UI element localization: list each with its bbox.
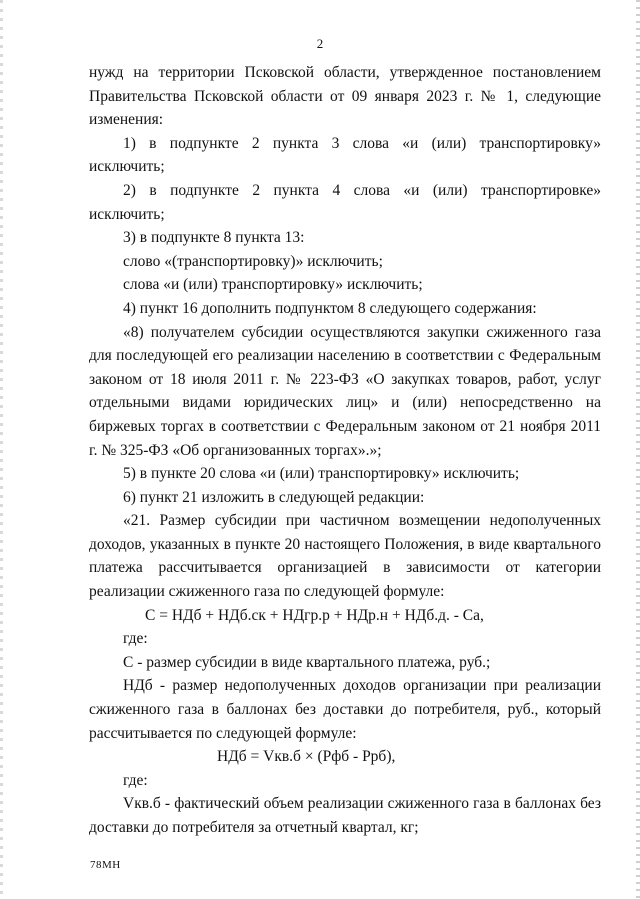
where-label: где:	[123, 771, 148, 789]
body-line: нужд на территории Псковской области, утвержденное постановлением	[89, 64, 601, 81]
definition: С - размер субсидии в виде квартального платежа, руб.;	[123, 653, 491, 671]
document-body	[89, 61, 601, 840]
body-line: изменения:	[89, 111, 164, 129]
quoted-paragraph: «8) получателем субсидии осуществляются закупки сжиженного газа для последующей его реализации населению в соответствии с Федеральным законом от 18 июля 2011 г. № 223-ФЗ «О закупках товаров, работ, услуг отдельными видами юридических лиц» и (или) непосредственно на биржевых торгах в соответствии с Федеральным законом от 21 ноября 2011 г. № 325-ФЗ «Об организованных торгах».»;	[89, 323, 601, 459]
where-label: где:	[123, 630, 148, 648]
footer-code: 78МН	[90, 859, 121, 871]
list-item: 4) пункт 16 дополнить подпунктом 8 следующего содержания:	[123, 299, 537, 317]
sub-item: слова «и (или) транспортировку» исключить;	[123, 276, 423, 294]
list-item-continuation: исключить;	[89, 205, 165, 223]
list-item: 1) в подпункте 2 пункта 3 слова «и (или) транспортировку»	[123, 134, 601, 152]
sub-item: слово «(транспортировку)» исключить;	[123, 252, 383, 270]
list-item-continuation: исключить;	[89, 158, 165, 176]
definition: Vкв.б - фактический объем реализации сжиженного газа в баллонах без доставки до потребителя за отчетный квартал, кг;	[89, 795, 601, 836]
formula: НДб = Vкв.б × (Рфб - Ррб),	[217, 748, 396, 766]
body-line: Правительства Псковской области от 09 января 2023 г. № 1, следующие	[89, 87, 601, 105]
formula: С = НДб + НДб.ск + НДгр.р + НДр.н + НДб.д. - Са,	[145, 606, 484, 624]
definition: НДб - размер недополученных доходов организации при реализации сжиженного газа в баллонах без доставки до потребителя, руб., который рассчитывается по следующей формуле:	[89, 677, 601, 742]
list-item: 2) в подпункте 2 пункта 4 слова «и (или) транспортировке»	[123, 181, 601, 199]
quoted-paragraph: «21. Размер субсидии при частичном возмещении недополученных доходов, указанных в пункте 20 настоящего Положения, в виде квартального платежа рассчитывается организацией в зависимости от категории реализации сжиженного газа по следующей формуле:	[89, 512, 601, 601]
scan-edge-right	[636, 0, 640, 899]
list-item: 3) в подпункте 8 пункта 13:	[123, 229, 305, 247]
page-number: 2	[316, 36, 324, 51]
scan-edge-left	[0, 0, 3, 899]
list-item: 5) в пункте 20 слова «и (или) транспортировку» исключить;	[123, 465, 520, 483]
list-item: 6) пункт 21 изложить в следующей редакции:	[123, 488, 425, 506]
